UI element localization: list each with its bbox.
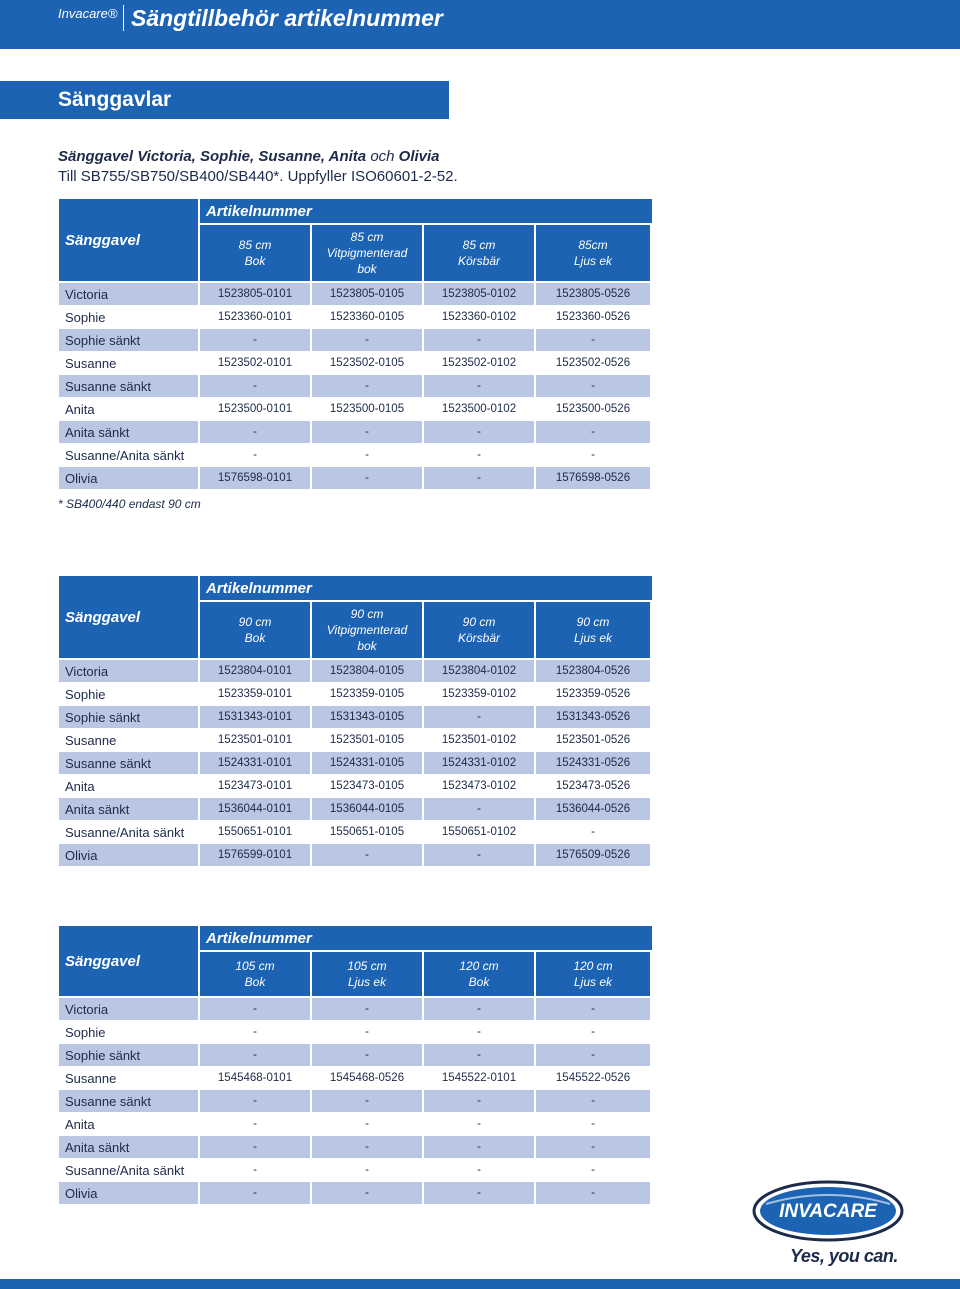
article-number: - — [200, 998, 310, 1020]
article-number: - — [312, 1090, 422, 1112]
article-number: - — [253, 1164, 257, 1176]
article-number: - — [365, 1026, 369, 1038]
column-header-line: 85 cm — [350, 230, 384, 244]
article-number: - — [591, 826, 595, 838]
article-number: - — [312, 1182, 422, 1204]
article-number: 1523804-0102 — [424, 660, 534, 682]
section-title: Sänggavlar — [58, 88, 172, 111]
article-number: 1523805-0101 — [200, 283, 310, 305]
column-header — [312, 602, 422, 658]
article-number: - — [424, 1136, 534, 1158]
column-header-line: Vitpigmenterad — [326, 246, 408, 260]
column-header — [200, 952, 310, 996]
row-name: Sophie sänkt — [59, 329, 198, 351]
column-header-line: 90 cm — [576, 615, 610, 629]
article-number: - — [424, 1090, 534, 1112]
article-number: 1524331-0102 — [424, 752, 534, 774]
article-number: - — [312, 421, 422, 443]
table-group-header: Artikelnummer — [200, 199, 652, 223]
column-header-line: bok — [357, 262, 377, 276]
row-name: Susanne sänkt — [59, 752, 198, 774]
article-number: - — [200, 329, 310, 351]
article-number: - — [477, 449, 481, 461]
article-number: - — [312, 1044, 422, 1066]
article-number: - — [312, 998, 422, 1020]
column-header-line: Körsbär — [457, 254, 501, 268]
article-number: 1523501-0102 — [441, 734, 517, 746]
column-header — [536, 952, 650, 996]
column-header-line: 105 cm — [347, 959, 387, 973]
article-number: - — [536, 375, 650, 397]
column-header-line: Ljus ek — [573, 975, 613, 989]
row-name: Anita — [65, 401, 95, 417]
article-number: - — [200, 1136, 310, 1158]
row-name: Sophie — [65, 1024, 106, 1040]
row-name: Sophie — [65, 309, 106, 325]
article-number: - — [365, 1118, 369, 1130]
column-header-line: 90 cm — [462, 615, 496, 629]
article-number: - — [200, 375, 310, 397]
article-number: 1523502-0102 — [441, 357, 517, 369]
article-number: 1523360-0101 — [217, 311, 293, 323]
article-number: - — [253, 449, 257, 461]
article-number: 1523500-0526 — [555, 403, 631, 415]
article-number: 1523805-0102 — [424, 283, 534, 305]
article-number: 1531343-0105 — [312, 706, 422, 728]
row-name: Anita sänkt — [59, 798, 198, 820]
article-number: 1576598-0526 — [536, 467, 650, 489]
intro-heading-names: Sänggavel Victoria, Sophie, Susanne, Anita — [58, 148, 367, 165]
row-name: Sophie sänkt — [59, 706, 198, 728]
article-number: - — [591, 1164, 595, 1176]
article-number: 1550651-0102 — [441, 826, 517, 838]
row-name: Victoria — [59, 283, 198, 305]
row-name: Susanne/Anita sänkt — [65, 1162, 185, 1178]
row-name: Sophie sänkt — [59, 1044, 198, 1066]
column-header-line: Bok — [244, 631, 266, 645]
row-name: Susanne — [65, 732, 117, 748]
article-number: 1523473-0102 — [441, 780, 517, 792]
column-header-line: 90 cm — [350, 607, 384, 621]
article-number: 1576599-0101 — [200, 844, 310, 866]
article-number: 1523360-0102 — [441, 311, 517, 323]
article-number: - — [536, 1090, 650, 1112]
article-number: 1523359-0102 — [441, 688, 517, 700]
article-number: - — [424, 375, 534, 397]
row-name: Anita — [65, 778, 95, 794]
column-header-line: 90 cm — [238, 615, 272, 629]
column-header-line: 120 cm — [573, 959, 613, 973]
column-header — [424, 952, 534, 996]
article-number: 1545468-0101 — [217, 1072, 293, 1084]
article-number: 1524331-0105 — [312, 752, 422, 774]
article-number: 1523360-0526 — [555, 311, 631, 323]
article-number: - — [365, 449, 369, 461]
article-number: 1523359-0105 — [329, 688, 405, 700]
table-name-header: Sänggavel — [59, 926, 198, 996]
article-number: - — [424, 844, 534, 866]
article-number: 1524331-0526 — [536, 752, 650, 774]
column-header-line: Ljus ek — [347, 975, 387, 989]
article-number: - — [312, 1136, 422, 1158]
article-number: 1523501-0526 — [555, 734, 631, 746]
column-header-line: Vitpigmenterad — [326, 623, 408, 637]
article-number: - — [200, 1090, 310, 1112]
row-name: Anita — [65, 1116, 95, 1132]
article-number: - — [365, 1164, 369, 1176]
row-name: Sophie — [65, 686, 106, 702]
article-number: 1523805-0105 — [312, 283, 422, 305]
brand-divider — [123, 5, 124, 31]
article-number: 1523502-0526 — [555, 357, 631, 369]
article-number: - — [591, 1118, 595, 1130]
article-number: - — [312, 844, 422, 866]
article-number: 1536044-0105 — [312, 798, 422, 820]
article-number: 1523473-0101 — [217, 780, 293, 792]
row-name: Susanne — [65, 1070, 117, 1086]
article-number: - — [312, 375, 422, 397]
column-header-line: Ljus ek — [573, 631, 613, 645]
article-number: - — [536, 998, 650, 1020]
article-number: - — [424, 706, 534, 728]
article-number: 1523804-0526 — [536, 660, 650, 682]
article-number: - — [536, 421, 650, 443]
table-group-header: Artikelnummer — [200, 926, 652, 950]
row-name: Anita sänkt — [59, 421, 198, 443]
article-number: - — [424, 421, 534, 443]
column-header — [424, 225, 534, 281]
bottom-banner — [0, 1279, 960, 1289]
article-number: 1523360-0105 — [329, 311, 405, 323]
article-number: 1523501-0101 — [217, 734, 293, 746]
article-number: 1523359-0101 — [217, 688, 293, 700]
article-number: - — [312, 467, 422, 489]
article-number: 1523501-0105 — [329, 734, 405, 746]
article-number: - — [424, 1182, 534, 1204]
article-number: 1531343-0101 — [200, 706, 310, 728]
article-number: 1523500-0102 — [441, 403, 517, 415]
article-number: 1523804-0105 — [312, 660, 422, 682]
article-number: - — [200, 421, 310, 443]
invacare-logo — [752, 1180, 904, 1242]
article-number: 1536044-0101 — [200, 798, 310, 820]
row-name: Susanne — [65, 355, 117, 371]
column-header-line: Bok — [244, 254, 266, 268]
article-number: - — [536, 1044, 650, 1066]
column-header — [312, 952, 422, 996]
article-number: 1523473-0105 — [329, 780, 405, 792]
article-number: 1523500-0101 — [217, 403, 293, 415]
article-number: 1545468-0526 — [329, 1072, 405, 1084]
article-number: 1536044-0526 — [536, 798, 650, 820]
table-group-header: Artikelnummer — [200, 576, 652, 600]
column-header — [312, 225, 422, 281]
article-number: - — [253, 1026, 257, 1038]
row-name: Olivia — [59, 844, 198, 866]
article-number: - — [424, 1044, 534, 1066]
article-number: - — [591, 449, 595, 461]
article-number: - — [591, 1026, 595, 1038]
column-header-line: 105 cm — [235, 959, 275, 973]
row-name: Susanne sänkt — [59, 1090, 198, 1112]
article-number: 1576598-0101 — [200, 467, 310, 489]
article-number: - — [424, 998, 534, 1020]
row-name: Olivia — [59, 467, 198, 489]
column-header — [200, 602, 310, 658]
intro-heading-last: Olivia — [398, 148, 440, 165]
column-header-line: Körsbär — [457, 631, 501, 645]
logo-text: INVACARE — [779, 1201, 877, 1222]
article-number: 1523359-0526 — [555, 688, 631, 700]
column-header-line: Ljus ek — [573, 254, 613, 268]
column-header-line: 85 cm — [462, 238, 496, 252]
article-number: - — [424, 467, 534, 489]
column-header-line: 85 cm — [238, 238, 272, 252]
row-name: Susanne/Anita sänkt — [65, 824, 185, 840]
row-name: Victoria — [59, 660, 198, 682]
article-number: 1523804-0101 — [200, 660, 310, 682]
article-number: - — [477, 1026, 481, 1038]
table-name-header: Sänggavel — [59, 576, 198, 658]
article-number: 1523502-0105 — [329, 357, 405, 369]
article-number: - — [477, 1118, 481, 1130]
column-header — [536, 225, 650, 281]
row-name: Victoria — [59, 998, 198, 1020]
article-number: 1550651-0101 — [217, 826, 293, 838]
article-number: 1531343-0526 — [536, 706, 650, 728]
article-number: - — [536, 1136, 650, 1158]
article-number: 1523805-0526 — [536, 283, 650, 305]
brand-name: Invacare® — [58, 6, 118, 21]
article-number: - — [200, 1182, 310, 1204]
article-number: - — [536, 1182, 650, 1204]
document-title: Sängtillbehör artikelnummer — [131, 5, 443, 31]
article-number: 1523500-0105 — [329, 403, 405, 415]
row-name: Susanne sänkt — [59, 375, 198, 397]
intro-heading — [58, 148, 440, 165]
article-number: 1524331-0101 — [200, 752, 310, 774]
article-number: 1550651-0105 — [329, 826, 405, 838]
intro-subheading: Till SB755/SB750/SB400/SB440*. Uppfyller ISO60601-2-52. — [58, 168, 458, 185]
intro-heading-och: och — [370, 148, 395, 165]
table-name-header: Sänggavel — [59, 199, 198, 281]
row-name: Olivia — [59, 1182, 198, 1204]
article-number: 1545522-0526 — [555, 1072, 631, 1084]
article-number: - — [200, 1044, 310, 1066]
article-number: - — [424, 798, 534, 820]
article-number: - — [253, 1118, 257, 1130]
article-number: - — [536, 329, 650, 351]
column-header-line: Bok — [468, 975, 490, 989]
column-header — [536, 602, 650, 658]
article-number: 1523502-0101 — [217, 357, 293, 369]
logo-tagline: Yes, you can. — [790, 1246, 898, 1266]
row-name: Anita sänkt — [59, 1136, 198, 1158]
column-header-line: bok — [357, 639, 377, 653]
row-name: Susanne/Anita sänkt — [65, 447, 185, 463]
article-number: 1523473-0526 — [555, 780, 631, 792]
article-number: 1576509-0526 — [536, 844, 650, 866]
article-number: 1545522-0101 — [441, 1072, 517, 1084]
column-header-line: Bok — [244, 975, 266, 989]
article-number: - — [424, 329, 534, 351]
column-header — [200, 225, 310, 281]
table-footnote: * SB400/440 endast 90 cm — [58, 497, 201, 511]
column-header — [424, 602, 534, 658]
article-number: - — [477, 1164, 481, 1176]
article-number: - — [312, 329, 422, 351]
column-header-line: 120 cm — [459, 959, 499, 973]
column-header-line: 85cm — [578, 238, 608, 252]
